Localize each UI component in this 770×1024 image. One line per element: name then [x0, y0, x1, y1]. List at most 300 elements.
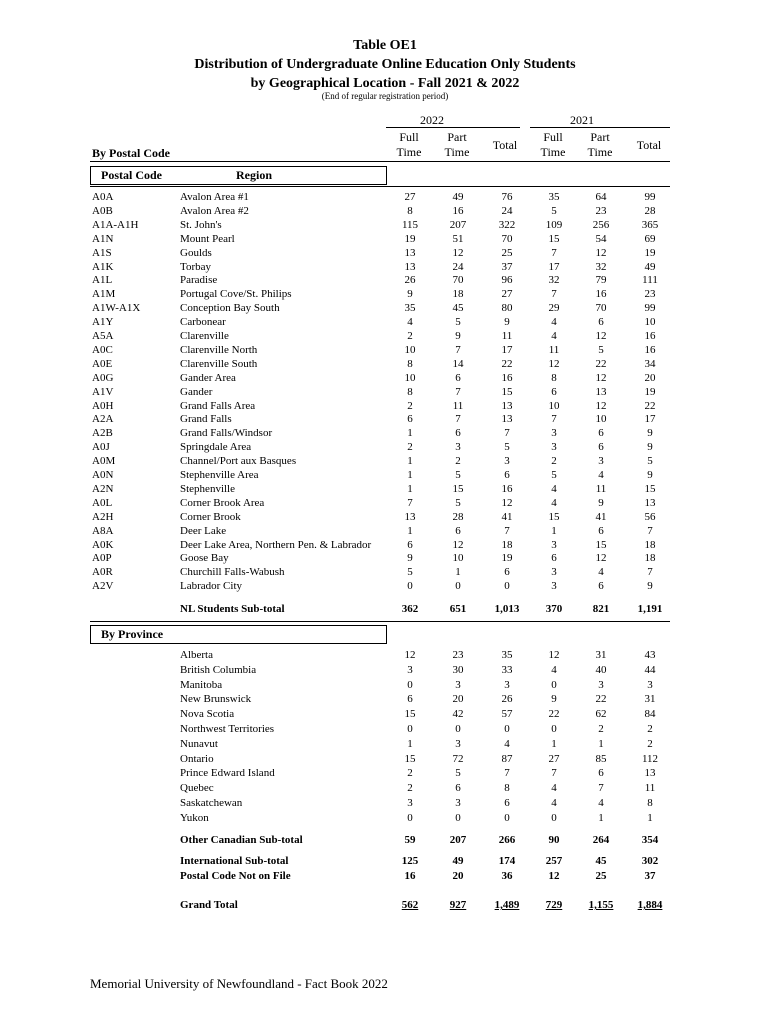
- province-name: Quebec: [180, 782, 214, 795]
- cell-value: 1,489: [494, 899, 520, 911]
- table-row: [0, 538, 770, 552]
- cell-value: 1: [407, 427, 413, 440]
- province-name: Yukon: [180, 811, 209, 824]
- cell-value: 43: [644, 649, 656, 661]
- year-2022-label: 2022: [420, 113, 444, 127]
- cell-value: 16: [644, 330, 656, 342]
- cell-value: 27: [548, 752, 560, 765]
- cell-value: 1: [647, 811, 653, 824]
- cell-value: 30: [452, 663, 464, 676]
- cell-value: 6: [551, 552, 557, 565]
- cell-value: 84: [644, 708, 656, 721]
- cell-value: 32: [548, 274, 560, 287]
- table-row: [0, 246, 770, 260]
- region-name: Grand Falls/Windsor: [180, 427, 273, 440]
- cell-value: 3: [551, 427, 557, 440]
- grand-total-row: Grand Total 562 927 1,489 729 1,155 1,884: [0, 898, 770, 912]
- table-row: [0, 232, 770, 246]
- cell-value: 26: [501, 693, 513, 706]
- cell-value: 10: [452, 552, 464, 565]
- region-name: Corner Brook: [180, 510, 241, 523]
- cell-value: 24: [452, 260, 464, 273]
- cell-value: 22: [548, 708, 560, 721]
- cell-value: 49: [644, 260, 656, 273]
- cell-value: 11: [644, 782, 656, 795]
- postal-code: A1S: [92, 246, 112, 259]
- cell-value: 15: [548, 232, 560, 245]
- postal-code: A2H: [92, 510, 114, 523]
- cell-value: 22: [501, 357, 513, 370]
- cell-value: 1,013: [494, 603, 520, 615]
- table-title-line2: by Geographical Location - Fall 2021 & 2022: [250, 76, 520, 91]
- cell-value: 64: [595, 191, 607, 203]
- province-name: Nunavut: [180, 737, 218, 750]
- cell-value: 3: [647, 678, 653, 691]
- cell-value: 10: [595, 413, 607, 426]
- table-row: [0, 678, 770, 692]
- region-name: Corner Brook Area: [180, 496, 265, 509]
- cell-value: 4: [504, 737, 510, 750]
- postal-code: A5A: [92, 330, 114, 342]
- cell-value: 35: [404, 302, 416, 315]
- cell-value: 13: [644, 496, 656, 509]
- cell-value: 25: [595, 870, 607, 882]
- cell-value: 12: [548, 357, 560, 370]
- cell-value: 28: [644, 204, 656, 217]
- table-row: [0, 301, 770, 315]
- region-name: St. John's: [180, 218, 222, 231]
- postal-code: A0C: [92, 343, 113, 356]
- cell-value: 31: [644, 693, 656, 706]
- cell-value: 0: [551, 678, 557, 691]
- table-row: [0, 510, 770, 524]
- cell-value: 59: [404, 834, 416, 846]
- cell-value: 7: [647, 566, 653, 579]
- cell-value: 2: [551, 455, 557, 468]
- cell-value: 4: [551, 496, 557, 509]
- cell-value: 7: [551, 413, 557, 426]
- cell-value: 12: [501, 496, 513, 509]
- cell-value: 1: [598, 737, 604, 750]
- cell-value: 26: [404, 274, 416, 287]
- cell-value: 6: [455, 524, 461, 537]
- cell-value: 0: [504, 723, 510, 735]
- cell-value: 6: [551, 385, 557, 398]
- cell-value: 15: [404, 708, 416, 721]
- cell-value: 266: [498, 834, 516, 846]
- cell-value: 9: [598, 496, 604, 509]
- postal-code: A1M: [92, 288, 116, 301]
- region-name: Conception Bay South: [180, 302, 280, 315]
- cell-value: 15: [501, 385, 513, 398]
- region-name: Goulds: [180, 246, 212, 259]
- cell-value: 2: [407, 767, 413, 780]
- postal-code: A0A: [92, 191, 114, 203]
- region-name: Clarenville South: [180, 357, 258, 370]
- table-row: [0, 722, 770, 736]
- cell-value: 0: [455, 580, 461, 593]
- cell-value: 49: [452, 191, 464, 203]
- cell-value: 9: [407, 552, 413, 565]
- cell-value: 6: [407, 413, 413, 426]
- cell-value: 7: [504, 524, 510, 537]
- cell-value: 6: [407, 693, 413, 706]
- table-row: [0, 482, 770, 496]
- page-footer: Memorial University of Newfoundland - Fact Book 2022: [90, 976, 388, 991]
- province-name: Ontario: [180, 752, 214, 765]
- province-name: Nova Scotia: [180, 708, 235, 721]
- cell-value: 207: [449, 218, 467, 231]
- postal-code: A1N: [92, 232, 114, 245]
- nl-subtotal-row: NL Students Sub-total 362 651 1,013 370 821 1,191: [0, 602, 770, 616]
- cell-value: 28: [452, 510, 464, 523]
- table-row: [0, 796, 770, 810]
- col-2022-part-time: Part Time: [444, 130, 470, 159]
- postal-code: A0P: [92, 552, 112, 565]
- table-row: [0, 524, 770, 538]
- postal-code: A2N: [92, 482, 114, 495]
- cell-value: 9: [647, 441, 653, 454]
- cell-value: 7: [455, 413, 461, 426]
- cell-value: 15: [452, 482, 464, 495]
- cell-value: 49: [452, 855, 464, 867]
- cell-value: 3: [455, 441, 461, 454]
- cell-value: 4: [551, 782, 557, 795]
- cell-value: 41: [595, 510, 607, 523]
- cell-value: 3: [598, 678, 604, 691]
- col-2022-total: Total: [492, 138, 518, 152]
- postal-code: A0M: [92, 455, 116, 468]
- cell-value: 2: [407, 782, 413, 795]
- cell-value: 15: [548, 510, 560, 523]
- province-name: Manitoba: [180, 678, 223, 691]
- postal-code: A0R: [92, 566, 113, 579]
- postal-code: A0K: [92, 538, 114, 551]
- cell-value: 22: [595, 357, 607, 370]
- cell-value: 6: [407, 538, 413, 551]
- cell-value: 562: [401, 899, 419, 911]
- cell-value: 729: [545, 899, 563, 911]
- cell-value: 0: [551, 723, 557, 735]
- cell-value: 76: [501, 191, 513, 203]
- cell-value: 13: [501, 399, 513, 412]
- cell-value: 51: [452, 232, 464, 245]
- table-row: [0, 399, 770, 413]
- cell-value: 8: [407, 357, 413, 370]
- cell-value: 23: [452, 649, 464, 661]
- cell-value: 5: [551, 204, 557, 217]
- table-id: Table OE1: [353, 38, 417, 53]
- cell-value: 5: [504, 441, 510, 454]
- cell-value: 7: [551, 288, 557, 301]
- cell-value: 22: [595, 693, 607, 706]
- table-row: [0, 329, 770, 343]
- cell-value: 1: [407, 482, 413, 495]
- cell-value: 9: [647, 580, 653, 593]
- postal-code: A0J: [92, 441, 110, 454]
- cell-value: 13: [644, 767, 656, 780]
- region-name: Torbay: [180, 260, 211, 273]
- region-name: Deer Lake Area, Northern Pen. & Labrador: [180, 538, 372, 551]
- cell-value: 370: [545, 603, 563, 615]
- cell-value: 1: [598, 811, 604, 824]
- cell-value: 19: [501, 552, 513, 565]
- cell-value: 13: [404, 510, 416, 523]
- cell-value: 9: [647, 427, 653, 440]
- cell-value: 13: [501, 413, 513, 426]
- cell-value: 16: [404, 870, 416, 882]
- year-2022-rule: [386, 127, 520, 128]
- cell-value: 31: [595, 649, 607, 661]
- cell-value: 4: [551, 316, 557, 329]
- province-name: British Columbia: [180, 663, 257, 676]
- by-postal-code-label: By Postal Code: [92, 146, 170, 160]
- cell-value: 2: [455, 455, 461, 468]
- cell-value: 125: [401, 855, 419, 867]
- cell-value: 8: [504, 782, 510, 795]
- cell-value: 362: [401, 603, 419, 615]
- cell-value: 7: [504, 767, 510, 780]
- cell-value: 8: [647, 797, 653, 809]
- cell-value: 3: [504, 678, 510, 691]
- cell-value: 7: [551, 767, 557, 780]
- col-2021-full-time: Full Time: [540, 130, 566, 159]
- cell-value: 17: [644, 413, 656, 426]
- cell-value: 1: [407, 737, 413, 750]
- table-row: [0, 707, 770, 721]
- cell-value: 821: [592, 603, 610, 615]
- cell-value: 56: [644, 510, 656, 523]
- cell-value: 264: [592, 834, 610, 846]
- region-name: Grand Falls: [180, 413, 232, 426]
- cell-value: 1: [551, 524, 557, 537]
- cell-value: 6: [598, 316, 604, 329]
- cell-value: 12: [595, 552, 607, 565]
- cell-value: 4: [551, 482, 557, 495]
- cell-value: 6: [504, 566, 510, 579]
- cell-value: 12: [452, 246, 464, 259]
- cell-value: 3: [551, 566, 557, 579]
- table-row: [0, 579, 770, 593]
- cell-value: 29: [548, 302, 560, 315]
- cell-value: 16: [595, 288, 607, 301]
- region-name: Paradise: [180, 274, 218, 287]
- table-row: [0, 343, 770, 357]
- cell-value: 16: [644, 343, 656, 356]
- cell-value: 9: [647, 469, 653, 481]
- region-name: Mount Pearl: [180, 232, 235, 245]
- postal-code: A2A: [92, 413, 114, 426]
- region-name: Avalon Area #1: [180, 191, 249, 203]
- cell-value: 20: [452, 693, 464, 706]
- cell-value: 5: [647, 455, 653, 468]
- postal-code: A0L: [92, 496, 113, 509]
- cell-value: 35: [501, 649, 513, 661]
- postal-code: A1L: [92, 274, 113, 287]
- cell-value: 111: [642, 274, 658, 287]
- cell-value: 1: [407, 524, 413, 537]
- province-name: Alberta: [180, 649, 213, 661]
- region-name: Grand Falls Area: [180, 399, 256, 412]
- cell-value: 37: [644, 870, 656, 882]
- cell-value: 3: [455, 797, 461, 809]
- cell-value: 44: [644, 663, 656, 676]
- cell-value: 11: [595, 482, 607, 495]
- table-row: [0, 496, 770, 510]
- postal-code: A0E: [92, 357, 113, 370]
- cell-value: 651: [449, 603, 467, 615]
- cell-value: 0: [504, 580, 510, 593]
- cell-value: 12: [548, 649, 560, 661]
- region-header: Region: [236, 168, 272, 182]
- cell-value: 3: [407, 663, 413, 676]
- table-row: [0, 371, 770, 385]
- table-row: [0, 218, 770, 232]
- cell-value: 70: [452, 274, 464, 287]
- table-row: [0, 204, 770, 218]
- cell-value: 85: [595, 752, 607, 765]
- cell-value: 3: [598, 455, 604, 468]
- cell-value: 13: [404, 260, 416, 273]
- cell-value: 3: [551, 441, 557, 454]
- cell-value: 37: [501, 260, 513, 273]
- cell-value: 70: [595, 302, 607, 315]
- cell-value: 7: [551, 246, 557, 259]
- cell-value: 12: [595, 371, 607, 384]
- cell-value: 12: [595, 399, 607, 412]
- cell-value: 6: [504, 797, 510, 809]
- table-row: [0, 692, 770, 706]
- cell-value: 5: [407, 566, 413, 579]
- cell-value: 10: [404, 371, 416, 384]
- postal-code: A0H: [92, 399, 114, 412]
- cell-value: 6: [598, 524, 604, 537]
- box-rule: [90, 186, 670, 187]
- cell-value: 24: [501, 204, 513, 217]
- cell-value: 19: [644, 246, 656, 259]
- cell-value: 16: [452, 204, 464, 217]
- postal-code: A2B: [92, 427, 113, 440]
- postal-code: A1V: [92, 385, 114, 398]
- cell-value: 4: [407, 316, 413, 329]
- cell-value: 8: [551, 371, 557, 384]
- cell-value: 2: [598, 723, 604, 735]
- table-row: [0, 752, 770, 766]
- cell-value: 62: [595, 708, 607, 721]
- cell-value: 2: [407, 399, 413, 412]
- cell-value: 1,884: [637, 899, 663, 911]
- table-row: [0, 426, 770, 440]
- cell-value: 6: [598, 580, 604, 593]
- cell-value: 257: [545, 855, 563, 867]
- cell-value: 3: [551, 580, 557, 593]
- cell-value: 5: [598, 343, 604, 356]
- postal-code: A1W-A1X: [92, 302, 141, 315]
- cell-value: 5: [551, 469, 557, 481]
- cell-value: 6: [504, 469, 510, 481]
- cell-value: 18: [452, 288, 464, 301]
- cell-value: 13: [595, 385, 607, 398]
- cell-value: 72: [452, 752, 464, 765]
- cell-value: 115: [401, 218, 419, 231]
- table-row: [0, 190, 770, 204]
- cell-value: 3: [407, 797, 413, 809]
- cell-value: 174: [498, 855, 516, 867]
- cell-value: 10: [404, 343, 416, 356]
- postal-code: A8A: [92, 524, 114, 537]
- cell-value: 6: [455, 371, 461, 384]
- cell-value: 20: [644, 371, 656, 384]
- by-province-label: By Province: [101, 627, 164, 641]
- col-2021-part-time: Part Time: [587, 130, 613, 159]
- cell-value: 36: [501, 870, 513, 882]
- cell-value: 57: [501, 708, 513, 721]
- cell-value: 45: [452, 302, 464, 315]
- cell-value: 42: [452, 708, 464, 721]
- region-name: Goose Bay: [180, 552, 229, 565]
- cell-value: 99: [644, 302, 656, 315]
- table-subtitle: (End of regular registration period): [321, 91, 449, 101]
- cell-value: 70: [501, 232, 513, 245]
- cell-value: 34: [644, 357, 656, 370]
- table-row: [0, 811, 770, 825]
- cell-value: 23: [644, 288, 656, 301]
- region-name: Carbonear: [180, 316, 226, 329]
- year-2021-label: 2021: [570, 113, 594, 127]
- cell-value: 0: [455, 723, 461, 735]
- cell-value: 2: [647, 737, 653, 750]
- table-row: [0, 385, 770, 399]
- cell-value: 4: [598, 469, 604, 481]
- cell-value: 14: [452, 357, 464, 370]
- cell-value: 1: [407, 469, 413, 481]
- cell-value: 1,191: [637, 603, 663, 615]
- cell-value: 12: [595, 246, 607, 259]
- year-2021-rule: [530, 127, 670, 128]
- cell-value: 927: [449, 899, 467, 911]
- by-province-header-box: [90, 625, 387, 644]
- cell-value: 1: [455, 566, 461, 579]
- table-row: [0, 663, 770, 677]
- cell-value: 5: [455, 316, 461, 329]
- cell-value: 15: [404, 752, 416, 765]
- table-row: [0, 648, 770, 662]
- international-subtotal-row: International Sub-total 125 49 174 257 45 302: [0, 854, 770, 868]
- cell-value: 7: [504, 427, 510, 440]
- col-2021-total: Total: [636, 138, 662, 152]
- subtotal-rule: [90, 621, 670, 622]
- cell-value: 112: [641, 752, 659, 765]
- table-row: [0, 412, 770, 426]
- cell-value: 4: [551, 330, 557, 342]
- region-name: Deer Lake: [180, 524, 227, 537]
- cell-value: 7: [407, 496, 413, 509]
- cell-value: 13: [404, 246, 416, 259]
- cell-value: 11: [548, 343, 560, 356]
- cell-value: 33: [501, 663, 513, 676]
- cell-value: 0: [504, 811, 510, 824]
- cell-value: 1,155: [588, 899, 614, 911]
- postal-code: A0G: [92, 371, 114, 384]
- cell-value: 20: [452, 870, 464, 882]
- province-name: Prince Edward Island: [180, 767, 275, 780]
- cell-value: 25: [501, 246, 513, 259]
- cell-value: 15: [595, 538, 607, 551]
- cell-value: 40: [595, 663, 607, 676]
- cell-value: 0: [407, 811, 413, 824]
- region-name: Labrador City: [180, 580, 243, 593]
- postal-code: A0B: [92, 204, 113, 217]
